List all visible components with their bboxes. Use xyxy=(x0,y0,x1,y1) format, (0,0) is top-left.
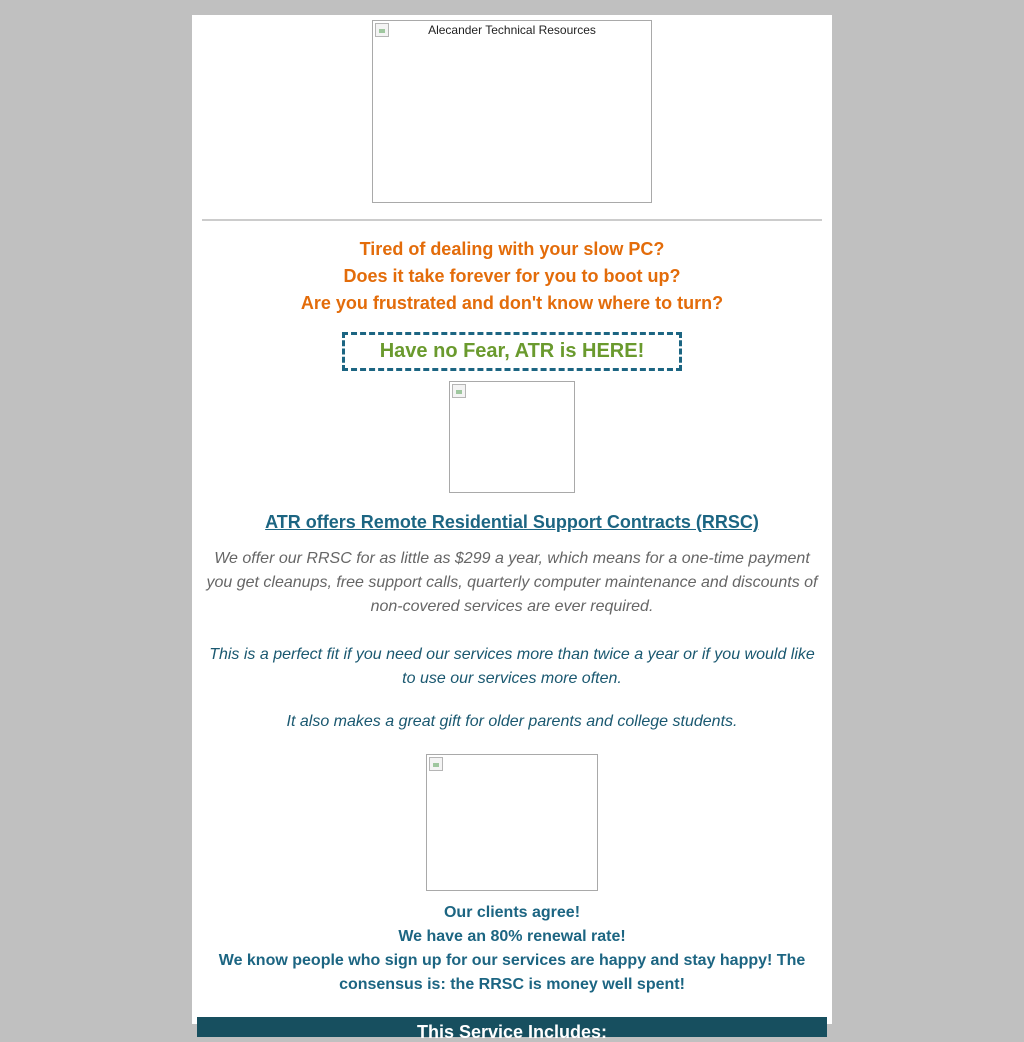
service-includes-bar xyxy=(197,1017,827,1042)
divider xyxy=(202,219,822,221)
headline-boot-up: Does it take forever for you to boot up? xyxy=(343,266,681,286)
rrsc-offer-link[interactable]: ATR offers Remote Residential Support Contracts (RRSC) xyxy=(265,512,759,532)
callout-box: Have no Fear, ATR is HERE! xyxy=(342,332,682,371)
logo-alt-text: Alecander Technical Resources xyxy=(428,23,596,37)
offer-paragraph-gift: It also makes a great gift for older parents and college students. xyxy=(286,713,738,730)
testimonial-renewal: We have an 80% renewal rate! xyxy=(398,928,626,945)
broken-image-icon xyxy=(429,757,443,771)
broken-image-icon xyxy=(452,384,466,398)
promo-image xyxy=(449,381,575,493)
service-includes-heading: This Service Includes: xyxy=(416,1022,608,1042)
offer-paragraph-price: We offer our RRSC for as little as $299 a year, which means for a one-time payment you get cleanups, free support calls, quarterly computer maintenance and discounts of non-covered services are ever required. xyxy=(206,550,818,615)
headline-frustrated: Are you frustrated and don't know where to turn? xyxy=(300,293,724,313)
clients-image xyxy=(426,754,598,891)
offer-paragraph-fit: This is a perfect fit if you need our services more than twice a year or if you would like to use our services more often. xyxy=(209,646,815,687)
logo-image xyxy=(372,20,652,203)
headline-slow-pc: Tired of dealing with your slow PC? xyxy=(359,239,665,259)
email-page xyxy=(192,15,832,1042)
testimonial-agree: Our clients agree! xyxy=(443,904,581,921)
testimonial-happy: We know people who sign up for our services are happy and stay happy! The consensus is: the RRSC is money well spent! xyxy=(218,952,806,993)
